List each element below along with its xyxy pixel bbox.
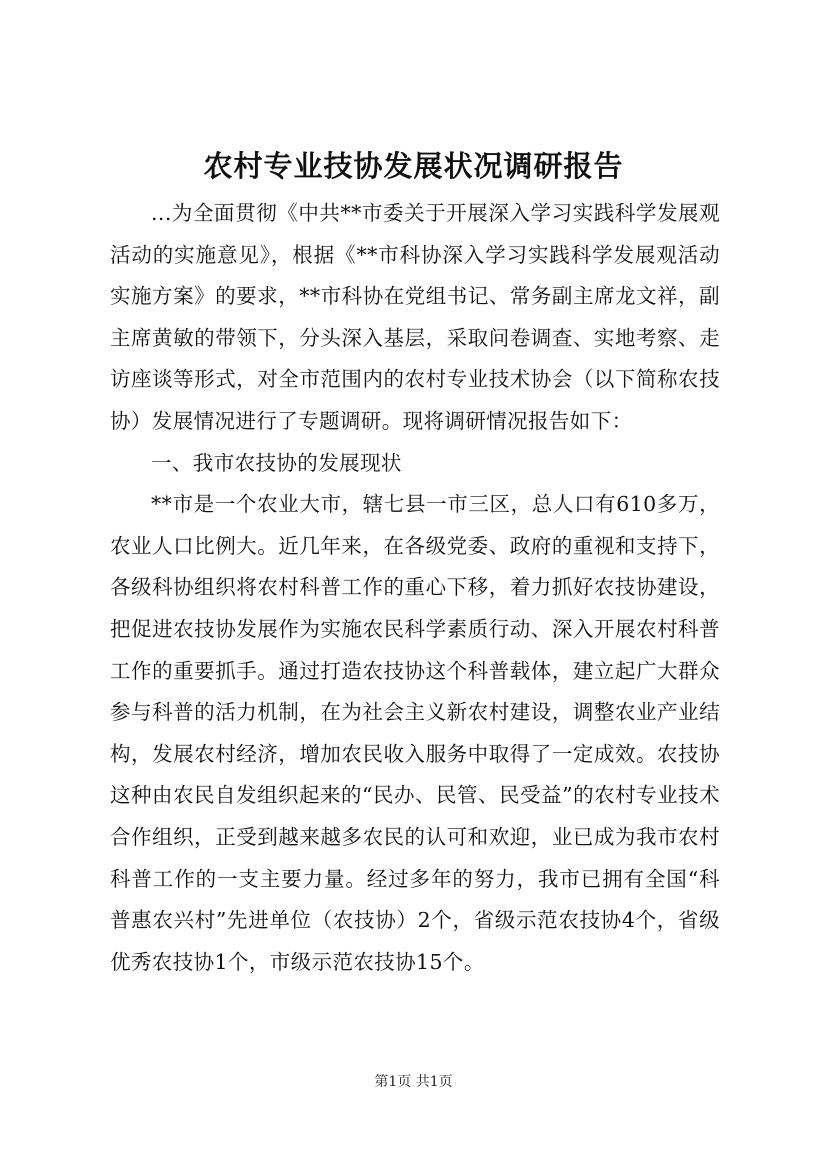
section-heading: 一、我市农技协的发展现状 xyxy=(151,450,402,475)
status-paragraph: **市是一个农业大市，辖七县一市三区，总人口有610多万，农业人口比例大。近几年来，在各级党委、政府的重视和支持下，各级科协组织将农村科普工作的重心下移，着力抓好农技协建设，把促进农技协发展作为实施农民科学素质行动、深入开展农村科普工作的重要抓手。通过打造农技协这个科普载体，建立起广大群众参与科普的活力机制，在为社会主义新农村建设，调整农业产业结构，发展农村经济，增加农民收入服务中取得了一定成效。农技协这种由农民自发组织起来的“民办、民管、民受益”的农村专业技术合作组织，正受到越来越多农民的认可和欢迎，业已成为我市农村科普工作的一支主要力量。经过多年的努力，我市已拥有全国“科普惠农兴村”先进单位（农技协）2个，省级示范农技协4个，省级优秀农技协1个，市级示范农技协15个。 xyxy=(110,492,720,974)
page-footer: 第1页 共1页 xyxy=(374,1074,453,1090)
document-body xyxy=(110,193,720,983)
document-title: 农村专业技协发展状况调研报告 xyxy=(203,149,624,183)
intro-paragraph: ...为全面贯彻《中共**市委关于开展深入学习实践科学发展观活动的实施意见》，根据《**市科协深入学习实践科学发展观活动实施方案》的要求，**市科协在党组书记、常务副主席龙文祥，副主席黄敏的带领下，分头深入基层，采取问卷调查、实地考察、走访座谈等形式，对全市范围内的农村专业技术协会（以下简称农技协）发展情况进行了专题调研。现将调研情况报告如下： xyxy=(110,201,720,433)
